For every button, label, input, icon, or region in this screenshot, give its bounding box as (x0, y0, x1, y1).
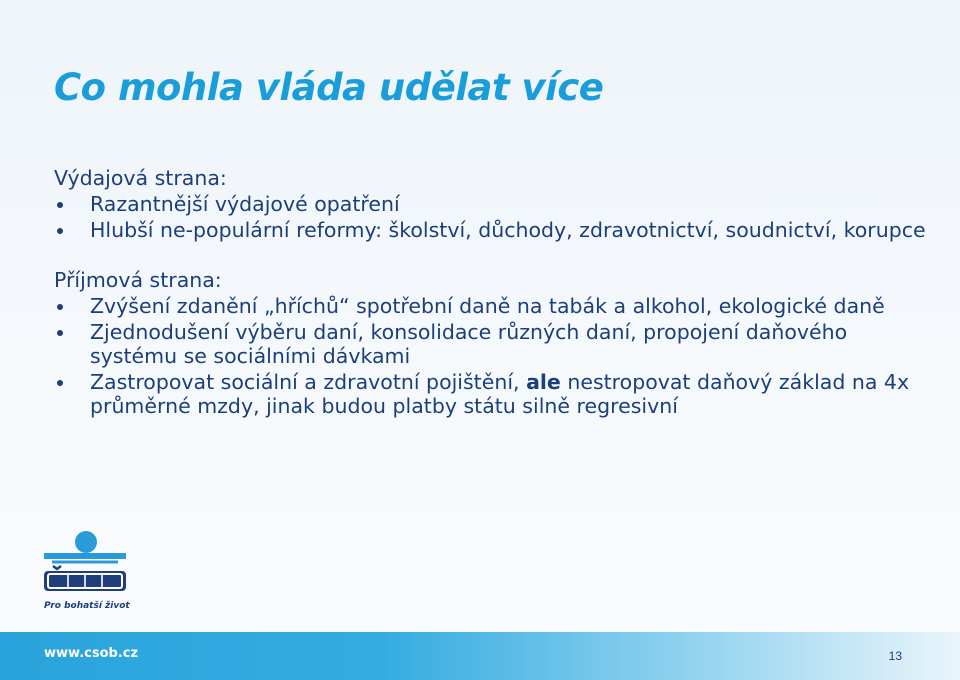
csob-logo (38, 528, 148, 620)
logo-stripe (44, 553, 126, 559)
bullet-emphasis: ale (526, 370, 561, 394)
page-number: 13 (888, 649, 902, 663)
section-label: Výdajová strana: (54, 166, 227, 190)
bullet-item (54, 370, 934, 418)
section-expenditure (54, 166, 934, 242)
footer-bar (0, 632, 960, 680)
slide-title: Co mohla vláda udělat více (54, 66, 604, 109)
section-revenue (54, 268, 934, 418)
logo-circle (75, 531, 97, 553)
bullet-item: Zvýšení zdanění „hříchů“ spotřební daně na tabák a alkohol, ekologické daně (54, 294, 934, 318)
section-label: Příjmová strana: (54, 268, 222, 292)
logo-stripe (52, 561, 118, 564)
bullet-item: Hlubší ne-populární reformy: školství, důchody, zdravotnictví, soudnictví, korupce (54, 218, 934, 242)
logo-wordmark (44, 566, 126, 591)
bullet-list (54, 294, 934, 418)
logo-tagline: Pro bohatší život (44, 601, 130, 611)
bullet-item: Zjednodušení výběru daní, konsolidace různých daní, propojení daňového systému se sociálními dávkami (54, 320, 934, 368)
bullet-text: Zastropovat sociální a zdravotní pojištění, (90, 370, 527, 394)
bullet-list (54, 192, 934, 242)
footer-url[interactable]: www.csob.cz (44, 646, 139, 661)
bullet-item: Razantnější výdajové opatření (54, 192, 934, 216)
bullet-text: nestropovat daňový základ na 4x průměrné mzdy, jinak budou platby státu silně regresivní (90, 370, 910, 418)
slide-content (54, 164, 934, 418)
